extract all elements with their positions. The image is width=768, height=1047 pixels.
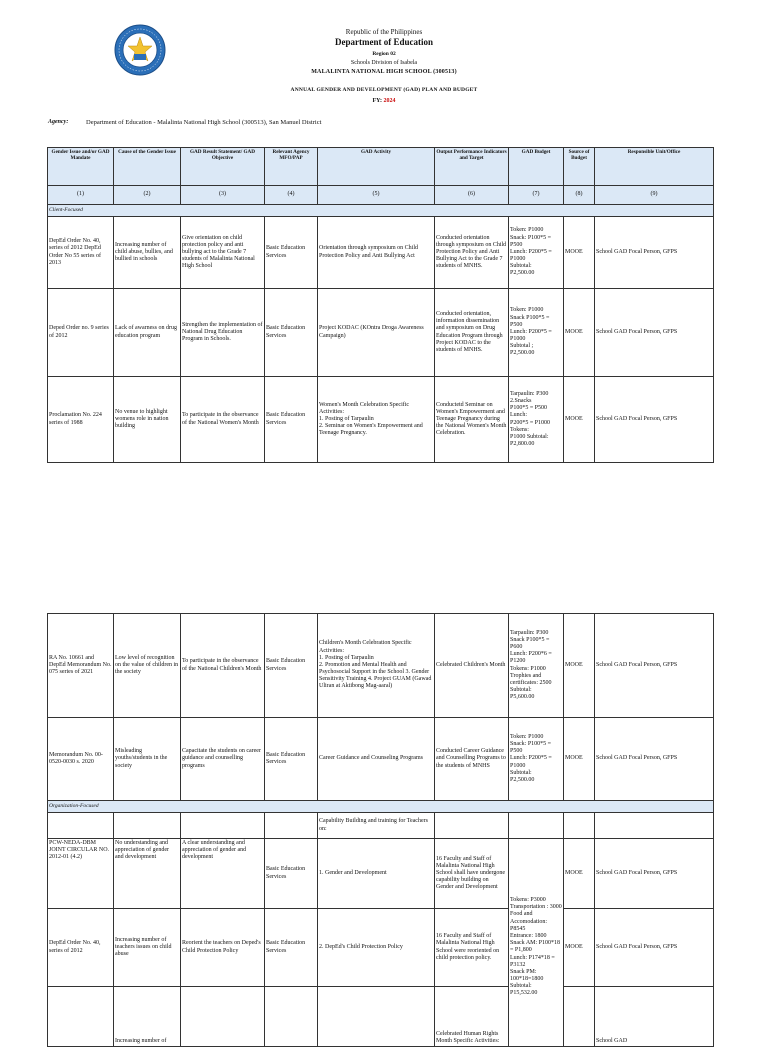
cell-budget: Tokens: P3000 Transportation : 3000 Food and Accomodation: P8545 Entrance: 1800 Snack AM: P100*18 = P1,800 Lunch: P174*18 = P3132 Snack PM: 100*18=1800 Subtotal: P15,532.00	[509, 839, 564, 1047]
col-header-6: Output Performance Indicators and Target	[435, 148, 509, 186]
fiscal-year: FY: 2024	[372, 98, 396, 104]
cell-mfo: Basic Education Services	[265, 909, 318, 987]
cell-mfo: Basic Education Services	[265, 839, 318, 909]
col-num-8: (8)	[564, 186, 595, 205]
cell-responsible: School GAD Focal Person, GFPS	[595, 217, 714, 289]
cell-cause: Lack of awarness on drug education program	[114, 289, 181, 377]
plan-title: ANNUAL GENDER AND DEVELOPMENT (GAD) PLAN AND BUDGET	[290, 87, 478, 93]
cell-source: MOOE	[564, 377, 595, 463]
cell-output: 16 Faculty and Staff of Malalinta National High School shall have undergone capability building on Gender and Development	[435, 839, 509, 909]
cell-objective: Give orientation on child protection policy and anti bullying act to the Grade 7 students of Malalinta National High School	[181, 217, 265, 289]
cell-activity-intro: Capability Building and training for Teachers on:	[318, 813, 435, 839]
cell-objective: Capacitate the students on career guidance and counselling programs	[181, 718, 265, 801]
table-row	[48, 839, 714, 909]
fy-label: FY	[372, 98, 380, 104]
cell-mfo: Basic Education Services	[265, 718, 318, 801]
cell-output: Conductetd Seminar on Women's Empowerment and Teenage Pregnancy during the National Women's Month Celebration.	[435, 377, 509, 463]
col-num-6: (6)	[435, 186, 509, 205]
table-row	[48, 813, 714, 839]
table-row	[48, 909, 714, 987]
cell-mandate: Memorandum No. 00-0520-0030 s. 2020	[48, 718, 114, 801]
cell-mfo: Basic Education Services	[265, 217, 318, 289]
cell-budget: Token: P1000 Snack: P100*5 = P500 Lunch: P200*5 = P1000 Subtotal: P2,500.00	[509, 217, 564, 289]
cell-output: Conducted orientation through symposium on Child Protection Policy and Anti Bullying Act to the Grade 7 students of MNHS.	[435, 217, 509, 289]
col-header-7: GAD Budget	[509, 148, 564, 186]
header-region: Region 02	[372, 51, 396, 57]
cell-mfo: Basic Education Services	[265, 377, 318, 463]
cell-cause: Misleading youths/students in the society	[114, 718, 181, 801]
cell-cause: Increasing number of child abuse, bullies, and bullied in schools	[114, 217, 181, 289]
cell-activity: Orientation through symposium on Child Protection Policy and Anti Bullying Act	[318, 217, 435, 289]
cell-responsible: School GAD Focal Person, GFPS	[595, 909, 714, 987]
table-row	[48, 217, 714, 289]
cell-output: Celebrated Human Rights Month Specific Activities:	[435, 987, 509, 1047]
cell-mandate: PCW-NEDA-DBM JOINT CIRCULAR NO. 2012-01 (4.2)	[48, 839, 114, 909]
section-client-focused: Client-Focused	[48, 205, 714, 217]
header-school: MALALINTA NATIONAL HIGH SCHOOL (300513)	[311, 69, 457, 75]
col-num-4: (4)	[265, 186, 318, 205]
cell-responsible: School GAD	[595, 987, 714, 1047]
cell-source: MOOE	[564, 839, 595, 909]
header-department: Department of Education	[335, 37, 433, 47]
cell-budget: Tarpaulin: P300 2.Snacks P100*5 = P500 Lunch: P200*5 = P1000 Tokens: P1000 Subtotal: P2,800.00	[509, 377, 564, 463]
col-header-9: Responsible Unit/Office	[595, 148, 714, 186]
cell-responsible: School GAD Focal Person, GFPS	[595, 289, 714, 377]
cell-activity: 2. DepEd's Child Protection Policy	[318, 909, 435, 987]
cell-objective: Strengthen the implementation of National Drug Education Program in Schools.	[181, 289, 265, 377]
col-header-5: GAD Activity	[318, 148, 435, 186]
fy-year: 2024	[383, 98, 396, 104]
table-row	[48, 377, 714, 463]
agency-value: Department of Education - Malalinta National High School (300513), San Manuel District	[86, 119, 322, 126]
cell-mandate: DepEd Order No. 40, series of 2012	[48, 909, 114, 987]
table-row	[48, 718, 714, 801]
col-header-8: Source of Budget	[564, 148, 595, 186]
col-num-5: (5)	[318, 186, 435, 205]
cell-cause: Increasing number of	[114, 987, 181, 1047]
col-num-2: (2)	[114, 186, 181, 205]
cell-cause: No understanding and appreciation of gender and development	[114, 839, 181, 909]
col-header-3: GAD Result Statement/ GAD Objective	[181, 148, 265, 186]
cell-responsible: School GAD Focal Person, GFPS	[595, 718, 714, 801]
cell-source: MOOE	[564, 217, 595, 289]
cell-activity: Project KODAC (KOntra Droga Awareness Campaign)	[318, 289, 435, 377]
header-republic: Republic of the Philippines	[345, 28, 423, 36]
cell-objective: Reorient the teachers on Deped's Child Protection Policy	[181, 909, 265, 987]
cell-objective: To participate in the observance of the National Children's Month	[181, 614, 265, 718]
table-row	[48, 614, 714, 718]
table-row	[48, 289, 714, 377]
cell-mandate: RA No. 10661 and DepEd Memorandum No. 075 series of 2021	[48, 614, 114, 718]
col-num-1: (1)	[48, 186, 114, 205]
cell-responsible: School GAD Focal Person, GFPS	[595, 614, 714, 718]
cell-output: Conducted Career Guidance and Counselling Programs to the students of MNHS	[435, 718, 509, 801]
cell-budget: Token: P1000 Snack: P100*5 = P500 Lunch: P200*5 = P1000 Subtotal: P2,500.00	[509, 718, 564, 801]
cell-source: MOOE	[564, 718, 595, 801]
cell-budget: Tarpaulin: P300 Snack P100*5 = P600 Lunch: P200*6 = P1200 Tokens: P1000 Trophies and certificates: 2500 Subtotal: P5,600.00	[509, 614, 564, 718]
col-num-3: (3)	[181, 186, 265, 205]
header-division: Schools Division of Isabela	[350, 60, 418, 66]
cell-budget: Token: P1000 Snack P100*5 = P500 Lunch: P200*5 = P1000 Subtotal ; P2,500.00	[509, 289, 564, 377]
cell-activity: Career Guidance and Counseling Programs	[318, 718, 435, 801]
cell-output: Conducted orientation, information dissemination and symposium on Drug Education Program through Project KODAC to the students of MNHS.	[435, 289, 509, 377]
cell-activity: 1. Gender and Development	[318, 839, 435, 909]
cell-source: MOOE	[564, 909, 595, 987]
col-header-2: Cause of the Gender Issue	[114, 148, 181, 186]
cell-responsible: School GAD Focal Person, GFPS	[595, 839, 714, 909]
cell-mandate: DepEd Order No. 40, series of 2012 DepEd Order No 55 series of 2013	[48, 217, 114, 289]
cell-activity: Women's Month Celebration Specific Activities: 1. Posting of Tarpaulin 2. Seminar on Women's Empowerment and Teenage Pregnancy.	[318, 377, 435, 463]
cell-cause: Increasing number of teachers issues on child abuse	[114, 909, 181, 987]
col-header-1: Gender Issue and/or GAD Mandate	[48, 148, 114, 186]
cell-mandate: Deped Order no. 9 series of 2012	[48, 289, 114, 377]
cell-responsible: School GAD Focal Person, GFPS	[595, 377, 714, 463]
cell-mandate: Proclamation No. 224 series of 1988	[48, 377, 114, 463]
cell-mfo: Basic Education Services	[265, 614, 318, 718]
col-header-4: Relevant Agency MFO/PAP	[265, 148, 318, 186]
cell-cause: No venue to highlight womens role in nation building	[114, 377, 181, 463]
cell-mfo: Basic Education Services	[265, 289, 318, 377]
table-row	[48, 987, 714, 1047]
section-organization-focused: Organization-Focused	[48, 801, 714, 813]
gad-table-part-1	[47, 147, 714, 463]
cell-source: MOOE	[564, 289, 595, 377]
cell-objective: To participate in the observance of the National Women's Month	[181, 377, 265, 463]
col-num-7: (7)	[509, 186, 564, 205]
cell-output: 16 Faculty and Staff of Malalinta National High School were reoriented on child protection policy.	[435, 909, 509, 987]
cell-activity: Children's Month Celebration Specific Activities: 1. Posting of Tarpaulin 2. Promotion and Mental Health and Psychosocial Support in the School 3. Gender Sensitivity Training 4. Project GUAM (Gawad Uliran at Aktibong Mag-aaral)	[318, 614, 435, 718]
cell-source: MOOE	[564, 614, 595, 718]
cell-output: Celebrated Children's Month	[435, 614, 509, 718]
gad-table-part-2	[47, 613, 714, 1047]
agency-label: Agency:	[48, 119, 69, 125]
cell-cause: Low level of recognition on the value of children in the society	[114, 614, 181, 718]
cell-objective: A clear understanding and appreciation of gender and development	[181, 839, 265, 909]
col-num-9: (9)	[595, 186, 714, 205]
